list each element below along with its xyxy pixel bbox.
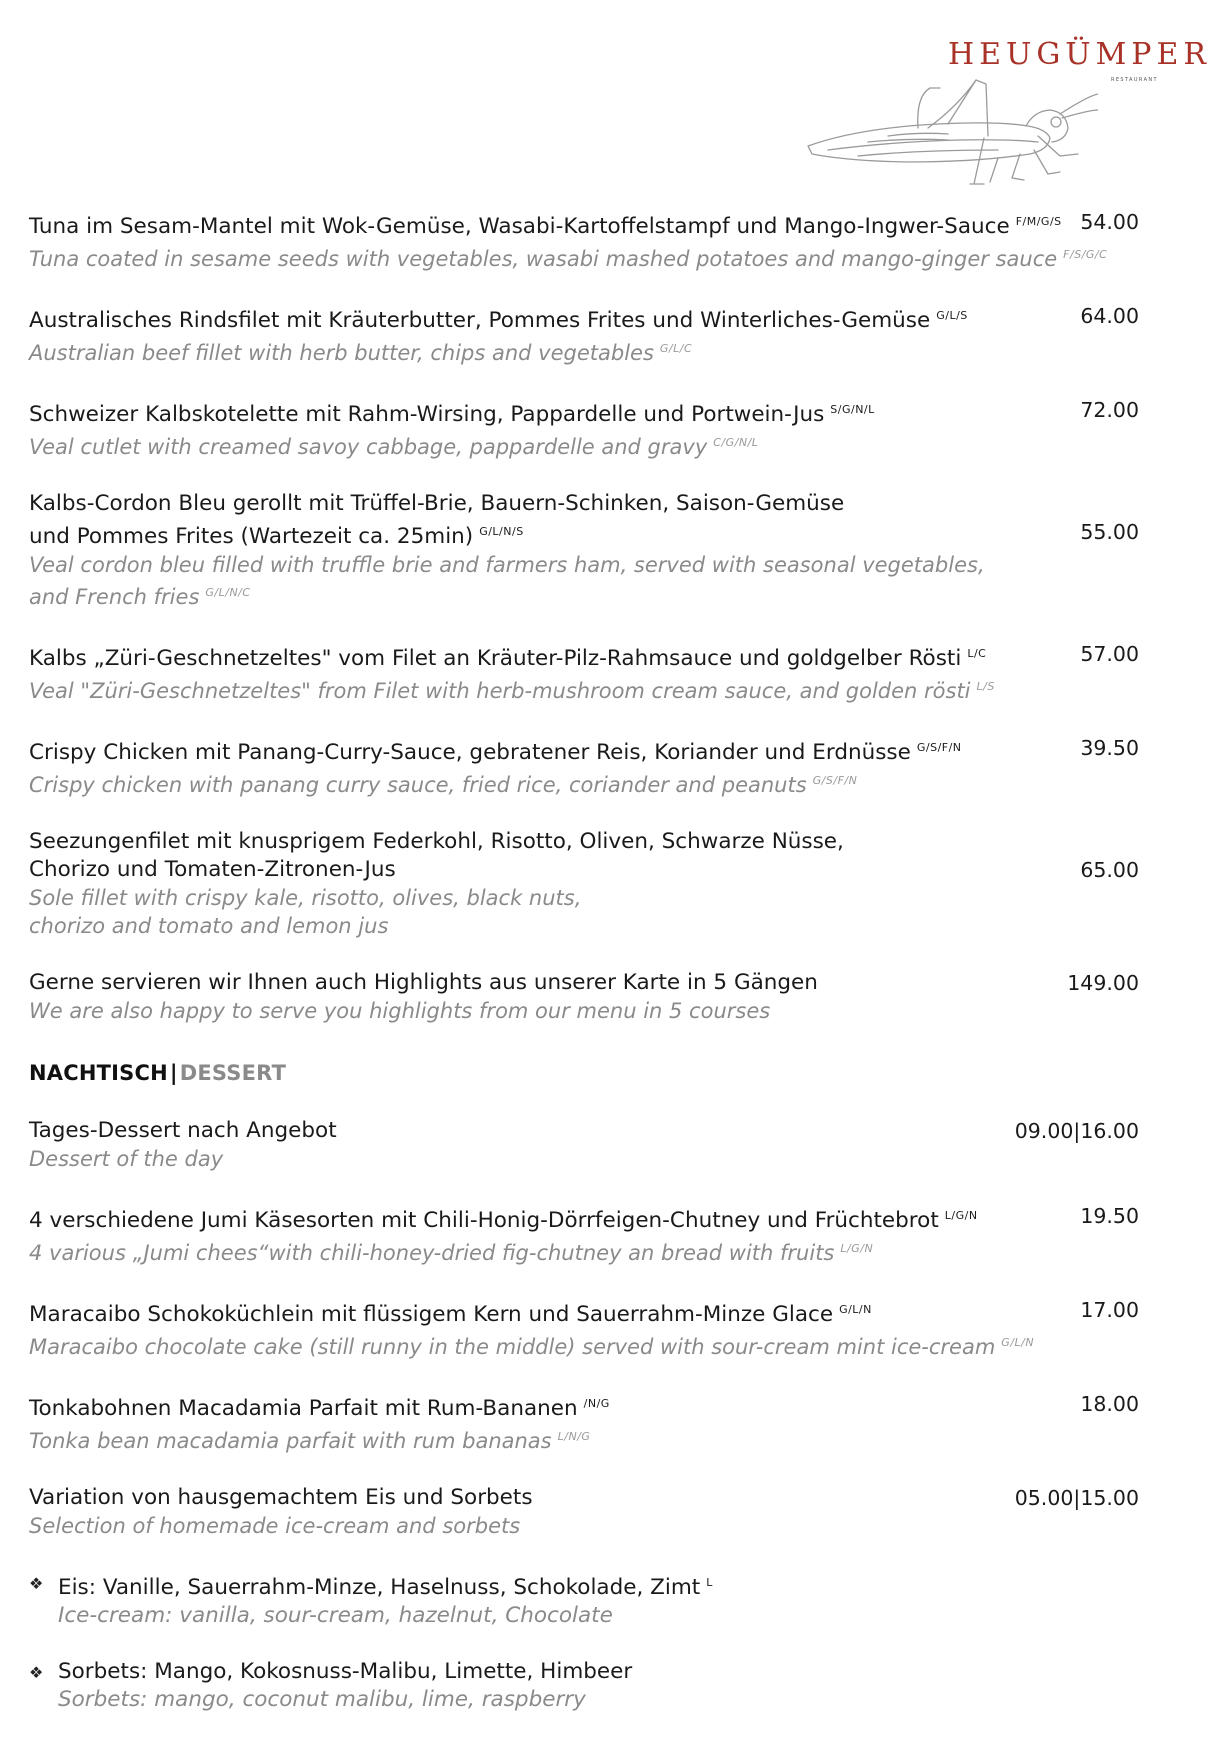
line-text: Dessert of the day <box>29 1147 224 1171</box>
dish-name-de <box>29 828 1179 856</box>
dessert-item <box>29 1296 1179 1361</box>
dessert-heading-de: NACHTISCH <box>29 1061 168 1085</box>
dish-description-en <box>29 767 1179 799</box>
dish-description-en <box>29 1329 1179 1361</box>
price: 65.00 <box>1080 858 1139 882</box>
menu-item <box>29 396 1179 461</box>
bullet-item <box>29 1658 1179 1714</box>
dish-name-de <box>58 1658 1179 1686</box>
line-text: Tuna coated in sesame seeds with vegetables, wasabi mashed potatoes and mango-ginger sauce <box>29 247 1058 271</box>
line-text: Schweizer Kalbskotelette mit Rahm-Wirsing, Pappardelle und Portwein-Jus <box>29 402 825 427</box>
dish-description-en <box>29 673 1179 705</box>
price: 72.00 <box>1080 398 1139 422</box>
dessert-item <box>29 1117 1179 1173</box>
allergen-codes: G/S/F/N <box>812 774 858 787</box>
menu <box>29 208 1179 1742</box>
dish-description-en <box>29 1235 1179 1267</box>
dish-name-de <box>29 640 1179 673</box>
dish-description-en <box>29 551 1179 579</box>
price: 19.50 <box>1080 1204 1139 1228</box>
price: 64.00 <box>1080 304 1139 328</box>
line-text: Crispy Chicken mit Panang-Curry-Sauce, gebratener Reis, Koriander und Erdnüsse <box>29 740 911 765</box>
allergen-codes: L/S <box>976 680 995 693</box>
allergen-codes: L/N/G <box>557 1430 591 1443</box>
allergen-codes: F/M/G/S <box>1015 215 1062 228</box>
allergen-codes: G/L/S <box>936 309 968 322</box>
line-text: Gerne servieren wir Ihnen auch Highlights aus unserer Karte in 5 Gängen <box>29 970 818 995</box>
dish-name-de <box>29 490 1179 518</box>
dish-description-en <box>29 912 1179 940</box>
allergen-codes: L/C <box>967 647 987 660</box>
allergen-codes: C/G/N/L <box>713 436 759 449</box>
dish-name-de <box>29 1202 1179 1235</box>
dish-name-de <box>29 518 1179 551</box>
line-text: Kalbs-Cordon Bleu gerollt mit Trüffel-Brie, Bauern-Schinken, Saison-Gemüse <box>29 491 845 516</box>
main-courses <box>29 208 1179 1025</box>
menu-item <box>29 640 1179 705</box>
dish-description-en <box>29 579 1179 611</box>
menu-item <box>29 208 1179 273</box>
line-text: chorizo and tomato and lemon jus <box>29 914 389 938</box>
allergen-codes: G/L/N <box>1001 1336 1035 1349</box>
price: 18.00 <box>1080 1392 1139 1416</box>
dessert-heading <box>29 1059 1179 1087</box>
line-text: Veal cutlet with creamed savoy cabbage, pappardelle and gravy <box>29 435 708 459</box>
line-text: Veal cordon bleu filled with truffle brie and farmers ham, served with seasonal vegetables, <box>29 553 985 577</box>
dish-name-de <box>29 734 1179 767</box>
allergen-codes: S/G/N/L <box>830 403 875 416</box>
dish-name-de <box>29 856 1179 884</box>
line-text: Variation von hausgemachtem Eis und Sorbets <box>29 1485 533 1510</box>
line-text: Tonka bean macadamia parfait with rum bananas <box>29 1429 552 1453</box>
price: 39.50 <box>1080 736 1139 760</box>
line-text: und Pommes Frites (Wartezeit ca. 25min) <box>29 524 474 549</box>
dessert-heading-separator: | <box>169 1061 178 1085</box>
dish-description-en <box>29 1512 1179 1540</box>
menu-item <box>29 302 1179 367</box>
line-text: Maracaibo chocolate cake (still runny in the middle) served with sour-cream mint ice-cream <box>29 1335 996 1359</box>
price: 05.00|15.00 <box>1014 1486 1139 1510</box>
dish-name-de <box>29 969 1179 997</box>
line-text: Tonkabohnen Macadamia Parfait mit Rum-Bananen <box>29 1396 578 1421</box>
allergen-codes: G/L/N/C <box>205 586 251 599</box>
dish-name-de <box>29 302 1179 335</box>
dessert-heading-en: DESSERT <box>179 1061 287 1085</box>
dish-description-en <box>58 1602 1179 1630</box>
allergen-codes: /N/G <box>583 1397 610 1410</box>
line-text: Tages-Dessert nach Angebot <box>29 1118 337 1143</box>
line-text: Maracaibo Schokoküchlein mit flüssigem Kern und Sauerrahm-Minze Glace <box>29 1302 834 1327</box>
dessert-item <box>29 1484 1179 1540</box>
dish-name-de <box>29 1390 1179 1423</box>
grasshopper-icon <box>798 66 1098 186</box>
desserts <box>29 1117 1179 1540</box>
line-text: Seezungenfilet mit knusprigem Federkohl, Risotto, Oliven, Schwarze Nüsse, <box>29 829 844 854</box>
dish-name-de <box>29 1296 1179 1329</box>
dish-name-de <box>29 208 1179 241</box>
allergen-codes: G/L/N/S <box>479 525 524 538</box>
line-text: Crispy chicken with panang curry sauce, fried rice, coriander and peanuts <box>29 773 807 797</box>
allergen-codes: L/G/N <box>944 1209 978 1222</box>
price: 09.00|16.00 <box>1014 1119 1139 1143</box>
allergen-codes: G/L/N <box>839 1303 872 1316</box>
line-text: Eis: Vanille, Sauerrahm-Minze, Haselnuss, Schokolade, Zimt <box>58 1575 701 1600</box>
dessert-item <box>29 1390 1179 1455</box>
menu-item <box>29 969 1179 1025</box>
line-text: Selection of homemade ice-cream and sorbets <box>29 1514 521 1538</box>
line-text: Veal "Züri-Geschnetzeltes" from Filet with herb-mushroom cream sauce, and golden rösti <box>29 679 971 703</box>
allergen-codes: G/L/C <box>659 342 693 355</box>
dish-name-de <box>29 1484 1179 1512</box>
dish-description-en <box>29 429 1179 461</box>
price: 17.00 <box>1080 1298 1139 1322</box>
allergen-codes: L <box>706 1576 713 1589</box>
dish-description-en <box>29 1423 1179 1455</box>
price: 55.00 <box>1080 520 1139 544</box>
line-text: Tuna im Sesam-Mantel mit Wok-Gemüse, Wasabi-Kartoffelstampf und Mango-Ingwer-Sauce <box>29 214 1010 239</box>
dish-description-en <box>29 335 1179 367</box>
dish-description-en <box>58 1686 1179 1714</box>
price: 149.00 <box>1067 971 1139 995</box>
dessert-item <box>29 1202 1179 1267</box>
dish-name-de <box>58 1569 1179 1602</box>
line-text: Kalbs „Züri-Geschnetzeltes" vom Filet an Kräuter-Pilz-Rahmsauce und goldgelber Rösti <box>29 646 962 671</box>
dish-name-de <box>29 396 1179 429</box>
line-text: 4 verschiedene Jumi Käsesorten mit Chili-Honig-Dörrfeigen-Chutney und Früchtebrot <box>29 1208 939 1233</box>
ice-cream-options <box>29 1569 1179 1714</box>
line-text: Chorizo und Tomaten-Zitronen-Jus <box>29 857 396 882</box>
dish-description-en <box>29 241 1179 273</box>
line-text: We are also happy to serve you highlights from our menu in 5 courses <box>29 999 771 1023</box>
line-text: Australisches Rindsfilet mit Kräuterbutter, Pommes Frites und Winterliches-Gemüse <box>29 308 931 333</box>
line-text: Sorbets: mango, coconut malibu, lime, raspberry <box>58 1687 586 1712</box>
allergen-codes: F/S/G/C <box>1063 248 1108 261</box>
dish-description-en <box>29 1145 1179 1173</box>
allergen-codes: G/S/F/N <box>916 741 962 754</box>
line-text: Sole fillet with crispy kale, risotto, olives, black nuts, <box>29 886 582 910</box>
line-text: 4 various „Jumi chees“with chili-honey-dried fig-chutney an bread with fruits <box>29 1241 835 1265</box>
line-text: Ice-cream: vanilla, sour-cream, hazelnut, Chocolate <box>58 1603 613 1628</box>
bullet-diamond-icon: ❖ <box>29 1574 44 1593</box>
allergen-codes: L/G/N <box>840 1242 874 1255</box>
bullet-diamond-icon: ❖ <box>29 1663 44 1682</box>
bullet-item <box>29 1569 1179 1630</box>
menu-item <box>29 828 1179 940</box>
menu-item <box>29 734 1179 799</box>
price: 54.00 <box>1080 210 1139 234</box>
line-text: Sorbets: Mango, Kokosnuss-Malibu, Limette, Himbeer <box>58 1659 633 1684</box>
price: 57.00 <box>1080 642 1139 666</box>
menu-item <box>29 490 1179 611</box>
line-text: and French fries <box>29 585 200 609</box>
logo-subtitle: RESTAURANT <box>1110 77 1158 83</box>
dish-description-en <box>29 997 1179 1025</box>
dish-description-en <box>29 884 1179 912</box>
dish-name-de <box>29 1117 1179 1145</box>
logo-wordmark: HEUGÜMPER <box>948 37 1211 72</box>
restaurant-logo <box>798 37 1211 180</box>
line-text: Australian beef fillet with herb butter, chips and vegetables <box>29 341 654 365</box>
